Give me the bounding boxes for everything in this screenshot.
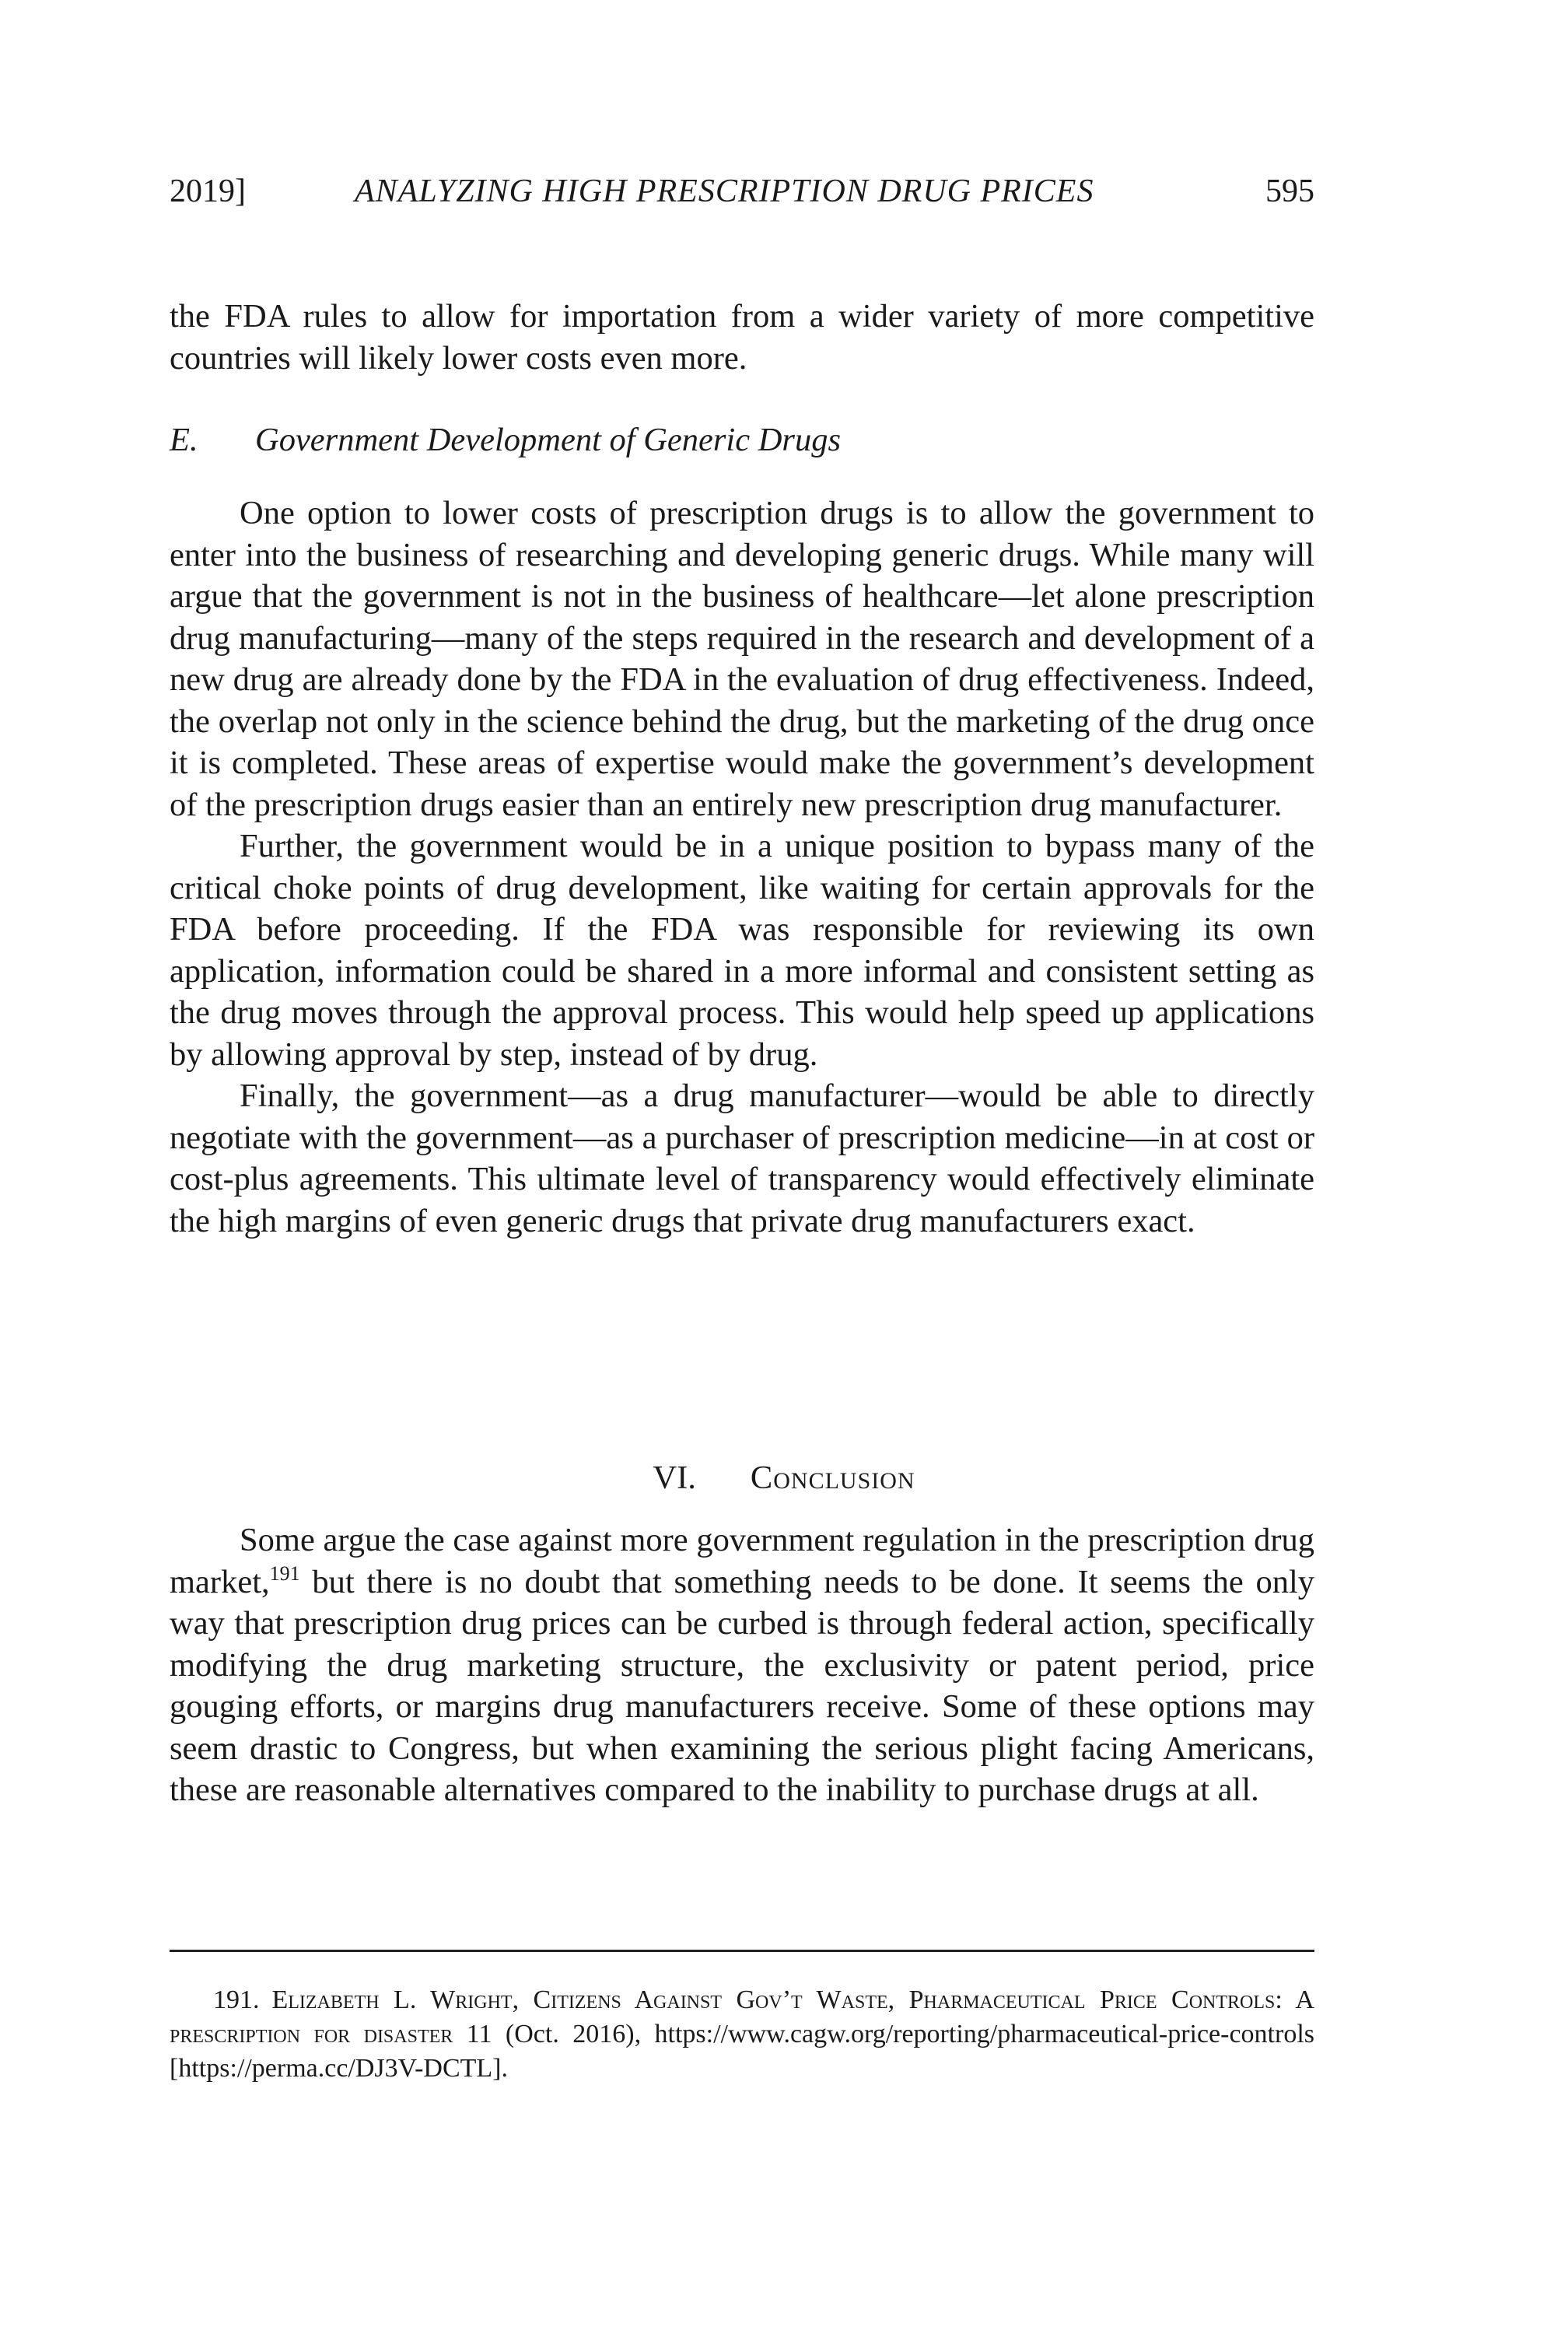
running-head-year: 2019]	[170, 173, 246, 209]
body-paragraph: One option to lower costs of prescription drugs is to allow the government to enter into the business of researching and developing generic drugs. While many will argue that the government is not in the business of healthcare—let alone prescription drug manufacturing—many of the steps required in the research and development of a new drug are already done by the FDA in the evaluation of drug effectiveness. Indeed, the overlap not only in the science behind the drug, but the marketing of the drug once it is completed. These areas of expertise would make the government’s development of the prescription drugs easier than an entirely new prescription drug manufacturer.	[170, 495, 1314, 823]
footnote-citation: 11 (Oct. 2016), https://www.cagw.org/reporting/pharmaceutical-price-controls [https://perma.cc/DJ3V-DCTL].	[170, 2020, 1314, 2083]
section-vi-heading	[0, 1459, 1568, 1497]
section-e-body	[170, 492, 1314, 1242]
page-number: 595	[1265, 173, 1314, 209]
footnote-divider	[170, 1950, 1314, 1952]
conclusion-paragraph	[170, 1519, 1314, 1811]
body-paragraph: Finally, the government—as a drug manufacturer—would be able to directly negotiate with the government—as a purchaser of prescription medicine—in at cost or cost-plus agreements. This ultimate level of transparency would effectively eliminate the high margins of even generic drugs that private drug manufacturers exact.	[170, 1078, 1314, 1239]
continuation-paragraph: the FDA rules to allow for importation from a wider variety of more competitive countries will likely lower costs even more.	[170, 298, 1314, 377]
conclusion-text-start: Some argue the case against more government regulation in the prescription drug market,	[170, 1522, 1314, 1600]
footnote-text	[170, 1983, 1314, 2086]
section-e-title: Government Development of Generic Drugs	[255, 422, 841, 458]
footnote-191	[170, 1983, 1314, 2086]
conclusion-body	[170, 1519, 1314, 1811]
continuation-paragraph-block	[170, 296, 1314, 379]
conclusion-text-end: but there is no doubt that something needs to be done. It seems the only way that prescription drug prices can be curbed is through federal action, specifically modifying the drug marketing structure, the exclusivity or patent period, price gouging efforts, or margins drug manufacturers receive. Some of these options may seem drastic to Congress, but when examining the serious plight facing Americans, these are reasonable alternatives compared to the inability to purchase drugs at all.	[170, 1563, 1314, 1808]
footnote-author-title: Elizabeth L. Wright, Citizens Against Gov’t Waste, Pharmaceutical Price Controls: A prescription for disaster	[170, 1985, 1314, 2048]
running-head	[170, 173, 1314, 219]
section-vi-numeral: VI.	[653, 1460, 696, 1496]
footnote-reference: 191	[269, 1561, 300, 1585]
section-e-letter: E.	[170, 422, 198, 458]
running-head-title: ANALYZING HIGH PRESCRIPTION DRUG PRICES	[355, 173, 1094, 209]
footnote-number: 191.	[213, 1985, 260, 2014]
section-vi-title: Conclusion	[750, 1460, 915, 1496]
body-paragraph: Further, the government would be in a unique position to bypass many of the critical choke points of drug development, like waiting for certain approvals for the FDA before proceeding. If the FDA was responsible for reviewing its own application, information could be shared in a more informal and consistent setting as the drug moves through the approval process. This would help speed up applications by allowing approval by step, instead of by drug.	[170, 828, 1314, 1073]
